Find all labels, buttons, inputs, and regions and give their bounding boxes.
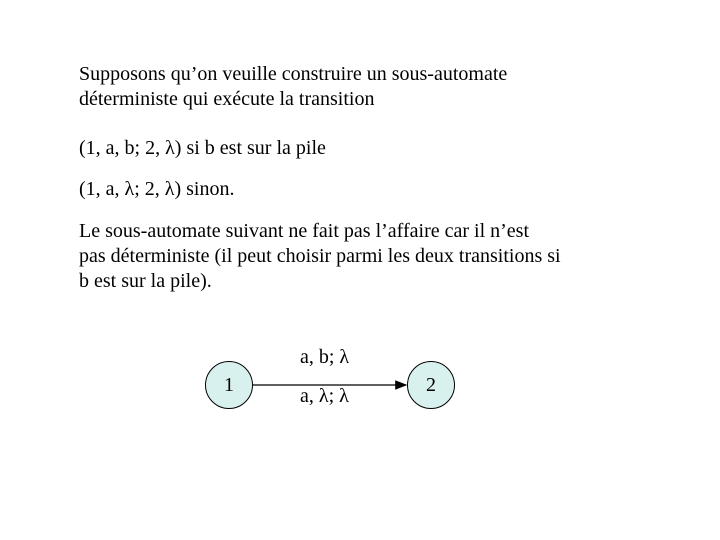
remark-line-3: b est sur la pile). <box>79 270 212 292</box>
state-node-2 <box>407 361 455 409</box>
state-node-1-label: 1 <box>224 373 234 396</box>
edge-label-bottom: a, λ; λ <box>300 385 349 407</box>
transition-case-2: (1, a, λ; 2, λ) sinon. <box>79 178 235 200</box>
remark-line-1: Le sous-automate suivant ne fait pas l’affaire car il n’est <box>79 220 530 242</box>
state-node-2-label: 2 <box>426 373 436 396</box>
edge-label-top: a, b; λ <box>300 346 350 368</box>
state-node-1 <box>205 361 253 409</box>
intro-line-1: Supposons qu’on veuille construire un sous-automate <box>79 63 508 85</box>
remark-line-2: pas déterministe (il peut choisir parmi les deux transitions si <box>79 245 561 267</box>
transition-case-1: (1, a, b; 2, λ) si b est sur la pile <box>79 137 326 159</box>
intro-line-2: déterministe qui exécute la transition <box>79 88 375 110</box>
